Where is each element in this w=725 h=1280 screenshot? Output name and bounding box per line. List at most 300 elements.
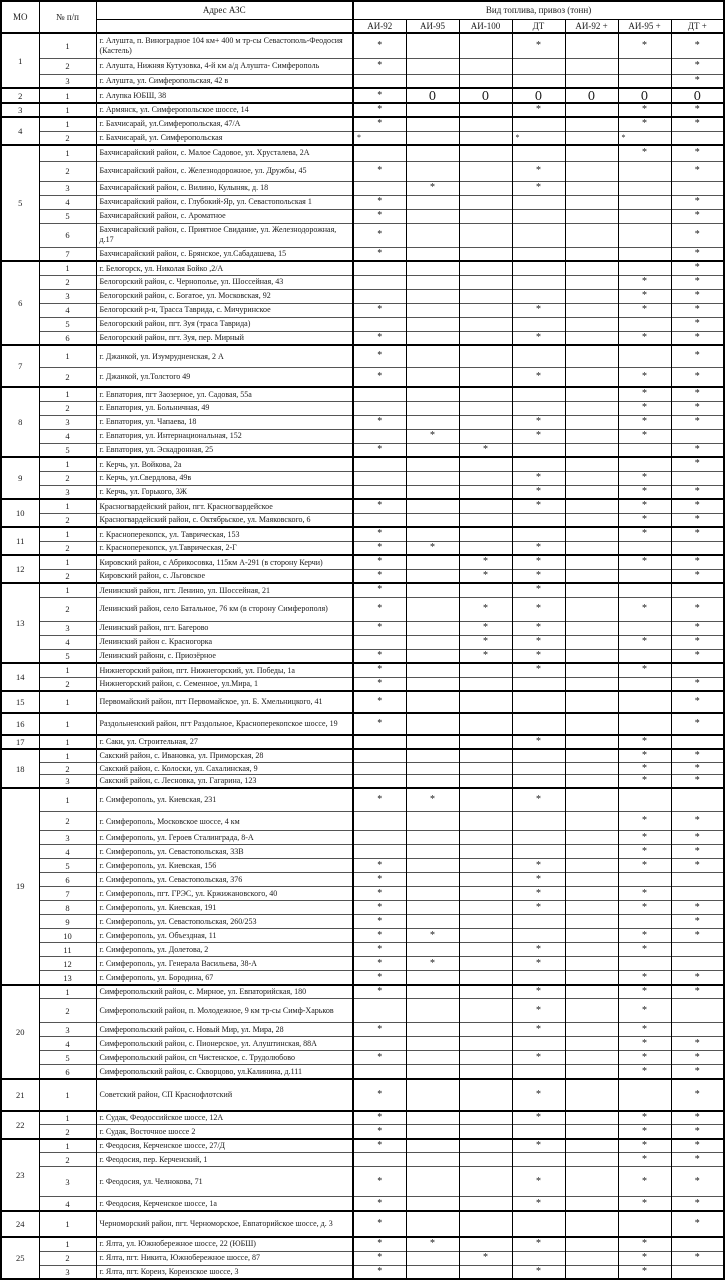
fuel-mark-cell: * bbox=[618, 831, 671, 845]
row-number-cell: 2 bbox=[39, 541, 96, 555]
fuel-mark-cell: * bbox=[671, 58, 724, 74]
fuel-mark-cell bbox=[459, 223, 512, 247]
mo-number-cell: 7 bbox=[1, 345, 39, 387]
fuel-mark-cell: * bbox=[618, 1023, 671, 1037]
station-row bbox=[1, 663, 724, 677]
fuel-mark-cell bbox=[565, 161, 618, 181]
fuel-mark-cell bbox=[459, 401, 512, 415]
fuel-mark-cell bbox=[565, 1237, 618, 1251]
station-address-cell: г. Феодосия, пер. Керченский, 1 bbox=[96, 1153, 353, 1167]
station-address-cell: Белогорский р-н, Трасса Таврида, с. Мичуринское bbox=[96, 303, 353, 317]
fuel-mark-cell bbox=[512, 209, 565, 223]
station-address-cell: г. Симферополь, ул. Киевская, 191 bbox=[96, 901, 353, 915]
fuel-mark-cell bbox=[406, 367, 459, 387]
fuel-mark-cell bbox=[406, 223, 459, 247]
station-address-cell: г. Симферополь, пгт. ГРЭС, ул. Кржижановского, 40 bbox=[96, 887, 353, 901]
fuel-mark-cell: * bbox=[618, 887, 671, 901]
fuel-mark-cell: * bbox=[406, 1237, 459, 1251]
station-row bbox=[1, 597, 724, 621]
fuel-mark-cell: * bbox=[406, 957, 459, 971]
fuel-mark-cell: * bbox=[353, 209, 406, 223]
header-fuel-col-dt: ДТ bbox=[512, 19, 565, 33]
fuel-mark-cell: * bbox=[671, 527, 724, 541]
row-number-cell: 1 bbox=[39, 145, 96, 161]
fuel-mark-cell: * bbox=[512, 735, 565, 749]
station-row bbox=[1, 569, 724, 583]
fuel-mark-cell bbox=[353, 735, 406, 749]
fuel-mark-cell bbox=[565, 485, 618, 499]
fuel-mark-cell bbox=[565, 457, 618, 471]
fuel-mark-cell: * bbox=[618, 859, 671, 873]
fuel-mark-cell bbox=[459, 915, 512, 929]
fuel-mark-cell bbox=[353, 999, 406, 1023]
fuel-mark-cell: * bbox=[618, 485, 671, 499]
fuel-mark-cell bbox=[618, 261, 671, 275]
fuel-mark-cell bbox=[406, 762, 459, 775]
row-number-cell: 3 bbox=[39, 775, 96, 788]
fuel-mark-cell bbox=[512, 58, 565, 74]
fuel-mark-cell bbox=[565, 1251, 618, 1265]
row-number-cell: 2 bbox=[39, 161, 96, 181]
fuel-mark-cell bbox=[565, 569, 618, 583]
mo-number-cell: 21 bbox=[1, 1079, 39, 1111]
header-fuel-col-ai100: АИ-100 bbox=[459, 19, 512, 33]
station-address-cell: г. Ялта, пгт. Никита, Южнобережное шоссе, 87 bbox=[96, 1251, 353, 1265]
fuel-mark-cell: * bbox=[353, 1167, 406, 1197]
fuel-mark-cell bbox=[565, 387, 618, 401]
fuel-mark-cell: * bbox=[353, 677, 406, 691]
row-number-cell: 2 bbox=[39, 131, 96, 145]
fuel-mark-cell: * bbox=[671, 691, 724, 713]
row-number-cell: 2 bbox=[39, 401, 96, 415]
fuel-mark-cell: * bbox=[618, 635, 671, 649]
station-row bbox=[1, 649, 724, 663]
fuel-mark-cell bbox=[406, 569, 459, 583]
fuel-mark-cell bbox=[459, 1051, 512, 1065]
fuel-mark-cell: * bbox=[618, 401, 671, 415]
fuel-mark-cell: * bbox=[671, 985, 724, 999]
station-row bbox=[1, 859, 724, 873]
fuel-mark-cell bbox=[406, 1079, 459, 1111]
fuel-mark-cell bbox=[353, 831, 406, 845]
station-address-cell: г. Керчь, ул. Войкова, 2а bbox=[96, 457, 353, 471]
fuel-mark-cell bbox=[565, 1111, 618, 1125]
mo-number-cell: 1 bbox=[1, 33, 39, 88]
station-address-cell: Ленинский район, пгт. Багерово bbox=[96, 621, 353, 635]
station-row bbox=[1, 145, 724, 161]
row-number-cell: 3 bbox=[39, 415, 96, 429]
station-row bbox=[1, 247, 724, 261]
fuel-mark-cell bbox=[671, 541, 724, 555]
fuel-mark-cell bbox=[459, 429, 512, 443]
fuel-mark-cell bbox=[459, 1153, 512, 1167]
fuel-mark-cell: * bbox=[406, 541, 459, 555]
mo-number-cell: 2 bbox=[1, 88, 39, 103]
station-address-cell: г. Алупка ЮБШ, 38 bbox=[96, 88, 353, 103]
fuel-mark-cell bbox=[565, 749, 618, 762]
fuel-mark-cell: * bbox=[618, 499, 671, 513]
row-number-cell: 2 bbox=[39, 58, 96, 74]
station-row bbox=[1, 223, 724, 247]
fuel-mark-cell bbox=[353, 513, 406, 527]
row-number-cell: 3 bbox=[39, 621, 96, 635]
fuel-mark-cell: * bbox=[459, 569, 512, 583]
mo-number-cell: 23 bbox=[1, 1139, 39, 1211]
fuel-mark-cell bbox=[565, 887, 618, 901]
fuel-mark-cell: * bbox=[512, 583, 565, 597]
fuel-mark-cell bbox=[406, 401, 459, 415]
station-address-cell: г. Симферополь, ул. Объездная, 11 bbox=[96, 929, 353, 943]
fuel-mark-cell bbox=[459, 247, 512, 261]
fuel-mark-cell bbox=[565, 247, 618, 261]
fuel-mark-cell: * bbox=[671, 117, 724, 131]
mo-number-cell: 19 bbox=[1, 788, 39, 985]
station-address-cell: г. Ялта, ул. Южнобережное шоссе, 22 (ЮБШ) bbox=[96, 1237, 353, 1251]
row-number-cell: 10 bbox=[39, 929, 96, 943]
station-address-cell: Сакский район, с. Колоски, ул. Сахалинская, 9 bbox=[96, 762, 353, 775]
fuel-mark-cell: * bbox=[671, 1153, 724, 1167]
fuel-mark-cell: * bbox=[512, 901, 565, 915]
station-row bbox=[1, 555, 724, 569]
fuel-mark-cell bbox=[353, 775, 406, 788]
fuel-mark-cell bbox=[512, 677, 565, 691]
fuel-mark-cell bbox=[406, 985, 459, 999]
fuel-mark-cell bbox=[618, 583, 671, 597]
fuel-mark-cell: * bbox=[671, 812, 724, 831]
fuel-mark-cell bbox=[618, 915, 671, 929]
fuel-mark-cell: * bbox=[353, 957, 406, 971]
station-row bbox=[1, 901, 724, 915]
fuel-mark-cell: * bbox=[353, 367, 406, 387]
row-number-cell: 1 bbox=[39, 555, 96, 569]
fuel-mark-cell bbox=[565, 117, 618, 131]
fuel-mark-cell bbox=[618, 621, 671, 635]
fuel-mark-cell: 0 bbox=[459, 88, 512, 103]
station-row bbox=[1, 88, 724, 103]
station-row bbox=[1, 471, 724, 485]
fuel-mark-cell bbox=[565, 345, 618, 367]
fuel-mark-cell bbox=[353, 1065, 406, 1079]
mo-number-cell: 10 bbox=[1, 499, 39, 527]
fuel-mark-cell bbox=[565, 812, 618, 831]
station-row bbox=[1, 929, 724, 943]
fuel-mark-cell bbox=[406, 735, 459, 749]
fuel-mark-cell bbox=[565, 1153, 618, 1167]
row-number-cell: 1 bbox=[39, 1111, 96, 1125]
fuel-mark-cell: * bbox=[671, 677, 724, 691]
fuel-mark-cell bbox=[565, 873, 618, 887]
fuel-mark-cell bbox=[671, 1237, 724, 1251]
station-address-cell: г. Симферополь, Московское шоссе, 4 км bbox=[96, 812, 353, 831]
fuel-mark-cell bbox=[618, 443, 671, 457]
fuel-mark-cell: * bbox=[671, 275, 724, 289]
fuel-mark-cell: * bbox=[618, 1167, 671, 1197]
station-address-cell: Ленинский район с. Красногорка bbox=[96, 635, 353, 649]
fuel-mark-cell bbox=[671, 873, 724, 887]
fuel-mark-cell: * bbox=[353, 649, 406, 663]
mo-number-cell: 12 bbox=[1, 555, 39, 583]
station-address-cell: Сакский район, с. Лесновка, ул. Гагарина, 123 bbox=[96, 775, 353, 788]
fuel-mark-cell bbox=[512, 691, 565, 713]
fuel-mark-cell bbox=[406, 1167, 459, 1197]
fuel-mark-cell: * bbox=[671, 775, 724, 788]
station-address-cell: Белогорский район, с. Чернополье, ул. Шоссейная, 43 bbox=[96, 275, 353, 289]
fuel-mark-cell: * bbox=[512, 33, 565, 58]
fuel-mark-cell bbox=[565, 985, 618, 999]
fuel-mark-cell: * bbox=[512, 555, 565, 569]
fuel-mark-cell bbox=[406, 873, 459, 887]
fuel-mark-cell bbox=[406, 289, 459, 303]
fuel-mark-cell bbox=[565, 943, 618, 957]
station-address-cell: г. Джанкой, ул. Изумрудненская, 2 А bbox=[96, 345, 353, 367]
fuel-mark-cell: * bbox=[512, 331, 565, 345]
fuel-mark-cell bbox=[459, 131, 512, 145]
station-address-cell: г. Ялта, пгт. Кореиз, Кореизское шоссе, 3 bbox=[96, 1265, 353, 1279]
row-number-cell: 1 bbox=[39, 691, 96, 713]
station-address-cell: Бахчисарайский район, с. Приятное Свидание, ул. Железнодорожная, д.17 bbox=[96, 223, 353, 247]
fuel-mark-cell: * bbox=[671, 762, 724, 775]
fuel-mark-cell bbox=[406, 649, 459, 663]
station-row bbox=[1, 513, 724, 527]
fuel-mark-cell bbox=[618, 345, 671, 367]
fuel-mark-cell: * bbox=[459, 621, 512, 635]
fuel-mark-cell: * bbox=[459, 1251, 512, 1265]
station-row bbox=[1, 33, 724, 58]
fuel-mark-cell bbox=[353, 145, 406, 161]
station-row bbox=[1, 812, 724, 831]
fuel-mark-cell bbox=[459, 1265, 512, 1279]
station-row bbox=[1, 762, 724, 775]
fuel-mark-cell: * bbox=[671, 901, 724, 915]
fuel-mark-cell bbox=[512, 845, 565, 859]
row-number-cell: 2 bbox=[39, 275, 96, 289]
station-address-cell: г. Симферополь, ул. Киевская, 231 bbox=[96, 788, 353, 812]
fuel-mark-cell bbox=[565, 1197, 618, 1211]
fuel-mark-cell bbox=[406, 555, 459, 569]
station-address-cell: г. Симферополь, ул. Долетова, 2 bbox=[96, 943, 353, 957]
fuel-mark-cell bbox=[512, 74, 565, 88]
fuel-mark-cell bbox=[459, 541, 512, 555]
fuel-mark-cell: * bbox=[512, 471, 565, 485]
fuel-mark-cell: * bbox=[618, 1037, 671, 1051]
fuel-mark-cell: * bbox=[618, 33, 671, 58]
row-number-cell: 1 bbox=[39, 1237, 96, 1251]
fuel-mark-cell bbox=[618, 223, 671, 247]
fuel-mark-cell bbox=[353, 317, 406, 331]
fuel-mark-cell: * bbox=[353, 195, 406, 209]
row-number-cell: 6 bbox=[39, 331, 96, 345]
fuel-mark-cell: * bbox=[512, 1237, 565, 1251]
fuel-mark-cell: * bbox=[353, 1125, 406, 1139]
fuel-mark-cell bbox=[671, 943, 724, 957]
fuel-mark-cell bbox=[459, 957, 512, 971]
fuel-mark-cell: * bbox=[353, 901, 406, 915]
row-number-cell: 2 bbox=[39, 1251, 96, 1265]
fuel-mark-cell: * bbox=[459, 443, 512, 457]
fuel-mark-cell: * bbox=[618, 117, 671, 131]
fuel-mark-cell bbox=[459, 1197, 512, 1211]
fuel-mark-cell bbox=[406, 1023, 459, 1037]
row-number-cell: 12 bbox=[39, 957, 96, 971]
fuel-mark-cell bbox=[406, 635, 459, 649]
fuel-mark-cell: * bbox=[353, 527, 406, 541]
row-number-cell: 2 bbox=[39, 597, 96, 621]
station-row bbox=[1, 1265, 724, 1279]
fuel-mark-cell bbox=[618, 161, 671, 181]
fuel-mark-cell bbox=[406, 117, 459, 131]
fuel-mark-cell: * bbox=[353, 943, 406, 957]
fuel-mark-cell: * bbox=[671, 331, 724, 345]
station-address-cell: Сакский район, с. Ивановка, ул. Приморская, 28 bbox=[96, 749, 353, 762]
fuel-mark-cell bbox=[459, 845, 512, 859]
fuel-mark-cell bbox=[671, 663, 724, 677]
station-row bbox=[1, 1139, 724, 1153]
fuel-mark-cell: * bbox=[671, 971, 724, 985]
fuel-mark-cell: * bbox=[671, 74, 724, 88]
fuel-mark-cell: * bbox=[459, 635, 512, 649]
fuel-mark-cell: * bbox=[353, 499, 406, 513]
fuel-mark-cell: * bbox=[353, 103, 406, 117]
station-address-cell: г. Алушта, ул. Симферопольская, 42 в bbox=[96, 74, 353, 88]
station-address-cell: г. Симферополь, ул. Севастопольская, 376 bbox=[96, 873, 353, 887]
mo-number-cell: 15 bbox=[1, 691, 39, 713]
fuel-mark-cell bbox=[565, 513, 618, 527]
station-row bbox=[1, 485, 724, 499]
fuel-mark-cell: * bbox=[512, 1139, 565, 1153]
row-number-cell: 6 bbox=[39, 223, 96, 247]
fuel-mark-cell bbox=[459, 33, 512, 58]
row-number-cell: 6 bbox=[39, 873, 96, 887]
fuel-mark-cell: * bbox=[353, 583, 406, 597]
station-row bbox=[1, 713, 724, 735]
fuel-mark-cell: * bbox=[512, 1167, 565, 1197]
station-row bbox=[1, 873, 724, 887]
fuel-mark-cell bbox=[459, 999, 512, 1023]
fuel-mark-cell bbox=[406, 471, 459, 485]
fuel-mark-cell: * bbox=[671, 597, 724, 621]
fuel-mark-cell: * bbox=[512, 131, 565, 145]
fuel-mark-cell: * bbox=[618, 1197, 671, 1211]
fuel-mark-cell: * bbox=[618, 289, 671, 303]
fuel-mark-cell bbox=[618, 677, 671, 691]
fuel-mark-cell: * bbox=[671, 443, 724, 457]
row-number-cell: 3 bbox=[39, 181, 96, 195]
fuel-mark-cell bbox=[565, 999, 618, 1023]
fuel-mark-cell bbox=[565, 103, 618, 117]
fuel-mark-cell bbox=[512, 401, 565, 415]
fuel-mark-cell bbox=[671, 887, 724, 901]
fuel-mark-cell: * bbox=[512, 367, 565, 387]
station-address-cell: г. Евпатория, пгт Заозерное, ул. Садовая, 55а bbox=[96, 387, 353, 401]
fuel-mark-cell bbox=[671, 999, 724, 1023]
mo-number-cell: 22 bbox=[1, 1111, 39, 1139]
fuel-mark-cell bbox=[353, 812, 406, 831]
fuel-mark-cell: * bbox=[618, 1265, 671, 1279]
fuel-mark-cell: * bbox=[353, 541, 406, 555]
fuel-mark-cell: * bbox=[618, 749, 671, 762]
station-row bbox=[1, 367, 724, 387]
fuel-mark-cell bbox=[406, 915, 459, 929]
fuel-mark-cell bbox=[353, 1037, 406, 1051]
fuel-mark-cell bbox=[406, 691, 459, 713]
fuel-mark-cell: * bbox=[353, 247, 406, 261]
fuel-mark-cell bbox=[406, 859, 459, 873]
fuel-mark-cell: * bbox=[671, 1197, 724, 1211]
fuel-mark-cell bbox=[459, 367, 512, 387]
station-row bbox=[1, 971, 724, 985]
station-address-cell: г. Бахчисарай, ул. Симферопольская bbox=[96, 131, 353, 145]
station-row bbox=[1, 735, 724, 749]
fuel-mark-cell: * bbox=[353, 985, 406, 999]
station-row bbox=[1, 583, 724, 597]
fuel-mark-cell bbox=[618, 1211, 671, 1237]
fuel-mark-cell bbox=[406, 663, 459, 677]
station-row bbox=[1, 1065, 724, 1079]
fuel-mark-cell bbox=[512, 929, 565, 943]
fuel-mark-cell bbox=[512, 527, 565, 541]
station-address-cell: г. Армянск, ул. Симферопольское шоссе, 14 bbox=[96, 103, 353, 117]
fuel-mark-cell bbox=[565, 929, 618, 943]
fuel-mark-cell bbox=[512, 457, 565, 471]
fuel-mark-cell bbox=[565, 859, 618, 873]
fuel-mark-cell bbox=[565, 957, 618, 971]
fuel-mark-cell bbox=[512, 289, 565, 303]
fuel-mark-cell bbox=[459, 1125, 512, 1139]
station-address-cell: г. Симферополь, ул. Киевская, 156 bbox=[96, 859, 353, 873]
fuel-mark-cell bbox=[565, 735, 618, 749]
fuel-mark-cell bbox=[512, 1211, 565, 1237]
fuel-mark-cell bbox=[512, 345, 565, 367]
row-number-cell: 1 bbox=[39, 117, 96, 131]
fuel-mark-cell: * bbox=[512, 415, 565, 429]
fuel-mark-cell: * bbox=[512, 485, 565, 499]
fuel-mark-cell bbox=[512, 443, 565, 457]
row-number-cell: 4 bbox=[39, 303, 96, 317]
fuel-mark-cell bbox=[512, 1251, 565, 1265]
fuel-mark-cell: * bbox=[618, 971, 671, 985]
fuel-mark-cell bbox=[459, 691, 512, 713]
fuel-mark-cell bbox=[459, 663, 512, 677]
row-number-cell: 4 bbox=[39, 1197, 96, 1211]
fuel-mark-cell: * bbox=[618, 1139, 671, 1153]
fuel-mark-cell bbox=[406, 443, 459, 457]
station-row bbox=[1, 541, 724, 555]
fuel-mark-cell: * bbox=[406, 181, 459, 195]
fuel-mark-cell bbox=[459, 345, 512, 367]
station-address-cell: г. Симферополь, ул. Севастопольская, 33В bbox=[96, 845, 353, 859]
fuel-mark-cell bbox=[406, 485, 459, 499]
fuel-mark-cell: * bbox=[353, 887, 406, 901]
station-address-cell: г. Феодосия, Керченское шоссе, 27/Д bbox=[96, 1139, 353, 1153]
fuel-mark-cell: * bbox=[618, 999, 671, 1023]
station-row bbox=[1, 289, 724, 303]
fuel-mark-cell bbox=[406, 1211, 459, 1237]
fuel-mark-cell bbox=[565, 58, 618, 74]
station-address-cell: Симферопольский район, сп Чистенское, с. Трудолюбово bbox=[96, 1051, 353, 1065]
row-number-cell: 5 bbox=[39, 209, 96, 223]
row-number-cell: 1 bbox=[39, 735, 96, 749]
fuel-mark-cell: * bbox=[618, 663, 671, 677]
row-number-cell: 1 bbox=[39, 33, 96, 58]
row-number-cell: 4 bbox=[39, 195, 96, 209]
station-row bbox=[1, 429, 724, 443]
station-address-cell: г. Симферополь, ул. Севастопольская, 260/253 bbox=[96, 915, 353, 929]
fuel-mark-cell: * bbox=[618, 1251, 671, 1265]
fuel-mark-cell: * bbox=[671, 1125, 724, 1139]
fuel-mark-cell: * bbox=[353, 691, 406, 713]
fuel-mark-cell bbox=[512, 387, 565, 401]
fuel-mark-cell: * bbox=[406, 929, 459, 943]
